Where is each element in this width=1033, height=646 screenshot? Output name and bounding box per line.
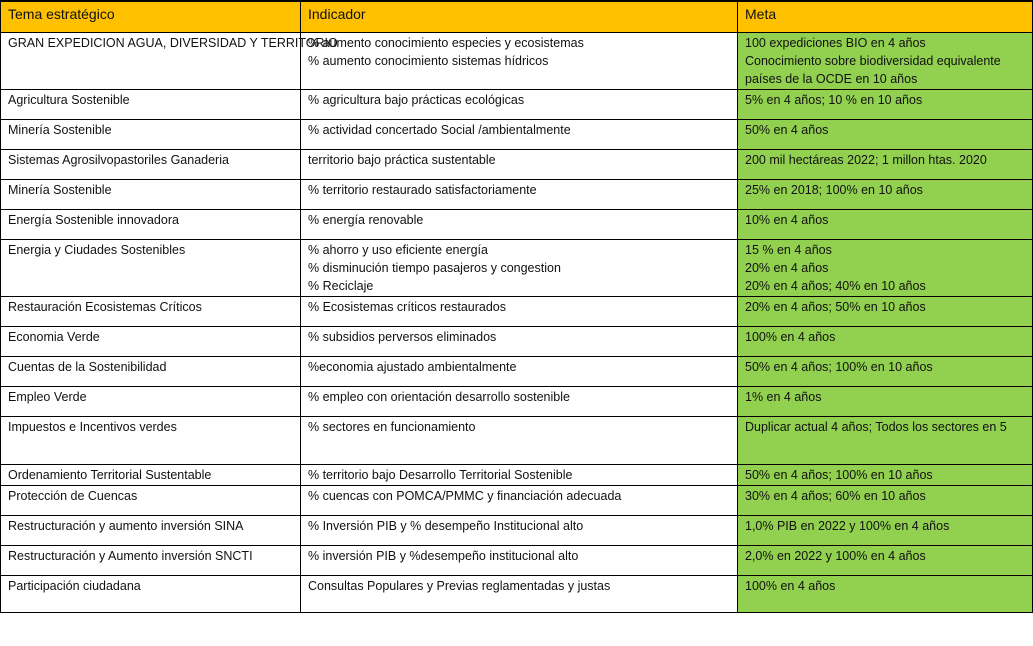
indicador-line: territorio bajo práctica sustentable: [308, 153, 496, 167]
table-row: [1, 240, 1033, 297]
table-row: [1, 417, 1033, 465]
table-row: [1, 486, 1033, 516]
header-row: [1, 1, 1033, 33]
table-row: [1, 327, 1033, 357]
meta-line: 1,0% PIB en 2022 y 100% en 4 años: [745, 519, 950, 533]
indicador-line: % territorio restaurado satisfactoriamente: [308, 183, 537, 197]
table-row: [1, 357, 1033, 387]
cell-tema: GRAN EXPEDICION AGUA, DIVERSIDAD Y TERRITORIO: [1, 33, 301, 90]
meta-line: 100% en 4 años: [745, 330, 836, 344]
table-row: [1, 297, 1033, 327]
cell-indicador: [301, 210, 738, 240]
table-row: [1, 210, 1033, 240]
meta-line: 30% en 4 años; 60% en 10 años: [745, 489, 926, 503]
cell-indicador: [301, 516, 738, 546]
table-row: [1, 387, 1033, 417]
indicador-line: % disminución tiempo pasajeros y congestion: [308, 261, 561, 275]
meta-line: 20% en 4 años; 50% en 10 años: [745, 300, 926, 314]
meta-line: 100% en 4 años: [745, 579, 836, 593]
cell-indicador: [301, 240, 738, 297]
table-row: [1, 33, 1033, 90]
cell-tema: Energia y Ciudades Sostenibles: [1, 240, 301, 297]
table-row: [1, 576, 1033, 613]
cell-meta: [738, 150, 1033, 180]
indicador-line: % sectores en funcionamiento: [308, 420, 476, 434]
cell-meta: [738, 120, 1033, 150]
meta-line: 100 expediciones BIO en 4 años: [745, 36, 926, 50]
header-meta: Meta: [738, 1, 1033, 33]
meta-line: 50% en 4 años; 100% en 10 años: [745, 360, 933, 374]
cell-tema: Restructuración y aumento inversión SINA: [1, 516, 301, 546]
cell-indicador: [301, 180, 738, 210]
cell-meta: [738, 180, 1033, 210]
cell-tema: Economia Verde: [1, 327, 301, 357]
cell-tema: Protección de Cuencas: [1, 486, 301, 516]
cell-tema: Cuentas de la Sostenibilidad: [1, 357, 301, 387]
indicador-line: % actividad concertado Social /ambientalmente: [308, 123, 571, 137]
table-row: [1, 546, 1033, 576]
cell-tema: Impuestos e Incentivos verdes: [1, 417, 301, 465]
indicador-line: %economia ajustado ambientalmente: [308, 360, 517, 374]
cell-meta: [738, 297, 1033, 327]
cell-indicador: [301, 576, 738, 613]
cell-tema: Ordenamiento Territorial Sustentable: [1, 465, 301, 486]
meta-line: 50% en 4 años: [745, 123, 829, 137]
header-indicador: Indicador: [301, 1, 738, 33]
cell-meta: [738, 516, 1033, 546]
cell-tema: Agricultura Sostenible: [1, 90, 301, 120]
meta-line: 200 mil hectáreas 2022; 1 millon htas. 2020: [745, 153, 987, 167]
meta-line: Duplicar actual 4 años; Todos los sectores en 5: [745, 420, 1007, 434]
cell-indicador: [301, 465, 738, 486]
cell-indicador: [301, 486, 738, 516]
meta-line: 5% en 4 años; 10 % en 10 años: [745, 93, 923, 107]
cell-meta: [738, 327, 1033, 357]
cell-meta: [738, 357, 1033, 387]
indicador-line: % cuencas con POMCA/PMMC y financiación adecuada: [308, 489, 622, 503]
table-row: [1, 465, 1033, 486]
cell-meta: [738, 465, 1033, 486]
table-row: [1, 180, 1033, 210]
meta-line: 2,0% en 2022 y 100% en 4 años: [745, 549, 926, 563]
meta-line: 20% en 4 años: [745, 261, 829, 275]
indicador-line: % Ecosistemas críticos restaurados: [308, 300, 506, 314]
meta-line: 10% en 4 años: [745, 213, 829, 227]
cell-meta: [738, 486, 1033, 516]
cell-indicador: [301, 327, 738, 357]
cell-indicador: [301, 150, 738, 180]
cell-indicador: [301, 357, 738, 387]
cell-tema: Restructuración y Aumento inversión SNCTI: [1, 546, 301, 576]
meta-line: 25% en 2018; 100% en 10 años: [745, 183, 923, 197]
indicador-line: % aumento conocimiento especies y ecosistemas: [308, 36, 584, 50]
indicador-line: % agricultura bajo prácticas ecológicas: [308, 93, 525, 107]
table-row: [1, 516, 1033, 546]
indicador-line: % ahorro y uso eficiente energía: [308, 243, 488, 257]
cell-tema: Restauración Ecosistemas Críticos: [1, 297, 301, 327]
cell-meta: [738, 90, 1033, 120]
indicador-line: % empleo con orientación desarrollo sostenible: [308, 390, 570, 404]
cell-indicador: [301, 387, 738, 417]
cell-tema: Participación ciudadana: [1, 576, 301, 613]
table-row: [1, 120, 1033, 150]
indicador-line: % energía renovable: [308, 213, 424, 227]
cell-meta: [738, 417, 1033, 465]
meta-line: 50% en 4 años; 100% en 10 años: [745, 468, 933, 482]
cell-tema: Sistemas Agrosilvopastoriles Ganaderia: [1, 150, 301, 180]
cell-indicador: [301, 90, 738, 120]
cell-meta: [738, 387, 1033, 417]
indicador-line: Consultas Populares y Previas reglamentadas y justas: [308, 579, 611, 593]
cell-indicador: [301, 546, 738, 576]
indicador-line: % aumento conocimiento sistemas hídricos: [308, 54, 549, 68]
cell-indicador: [301, 417, 738, 465]
indicador-line: % subsidios perversos eliminados: [308, 330, 497, 344]
cell-meta: [738, 546, 1033, 576]
table-row: [1, 150, 1033, 180]
meta-line: Conocimiento sobre biodiversidad equivalente: [745, 54, 1001, 68]
cell-tema: Minería Sostenible: [1, 120, 301, 150]
cell-meta: [738, 210, 1033, 240]
cell-indicador: [301, 120, 738, 150]
meta-line: 20% en 4 años; 40% en 10 años: [745, 279, 926, 293]
meta-line: 1% en 4 años: [745, 390, 822, 404]
cell-meta: [738, 33, 1033, 90]
indicador-line: % territorio bajo Desarrollo Territorial Sostenible: [308, 468, 573, 482]
cell-tema: Minería Sostenible: [1, 180, 301, 210]
cell-indicador: [301, 297, 738, 327]
indicador-line: % Inversión PIB y % desempeño Institucional alto: [308, 519, 584, 533]
header-tema: Tema estratégico: [1, 1, 301, 33]
meta-line: países de la OCDE en 10 años: [745, 72, 918, 86]
cell-meta: [738, 576, 1033, 613]
table-row: [1, 90, 1033, 120]
cell-meta: [738, 240, 1033, 297]
cell-tema: Energía Sostenible innovadora: [1, 210, 301, 240]
indicador-line: % Reciclaje: [308, 279, 374, 293]
indicador-line: % inversión PIB y %desempeño institucional alto: [308, 549, 579, 563]
meta-line: 15 % en 4 años: [745, 243, 832, 257]
cell-tema: Empleo Verde: [1, 387, 301, 417]
cell-indicador: [301, 33, 738, 90]
